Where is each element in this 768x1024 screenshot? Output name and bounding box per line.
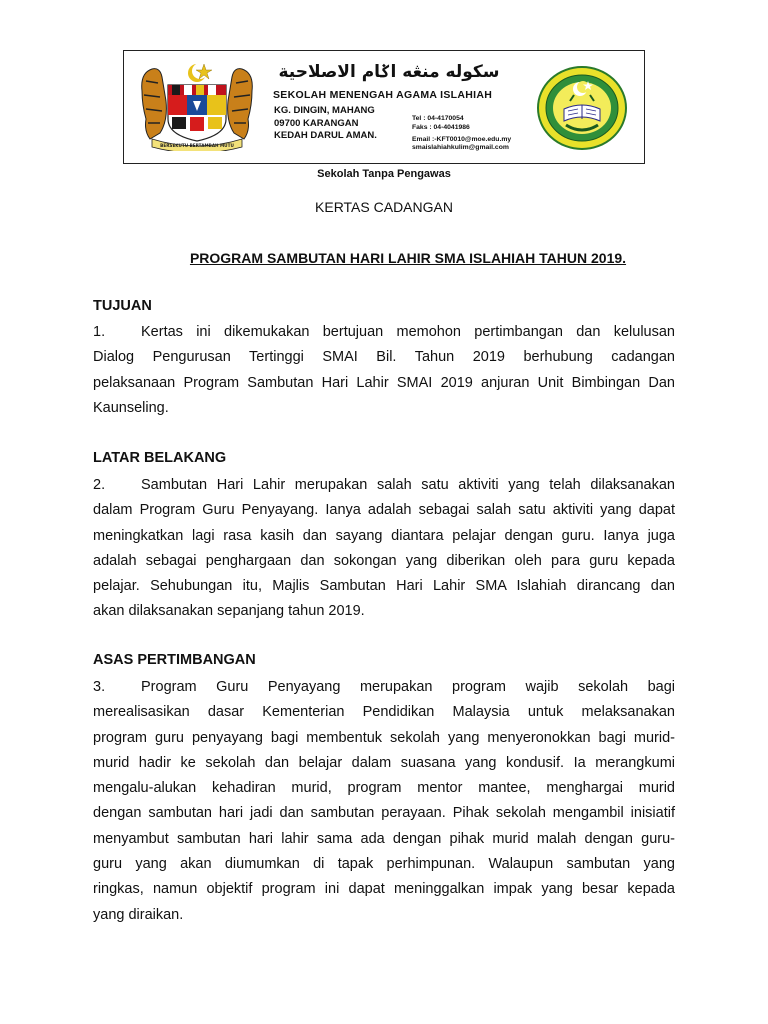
- address-line: 09700 KARANGAN: [274, 117, 359, 129]
- paragraph-line: merealisasikan dasar Kementerian Pendidikan Malaysia untuk melaksanakan: [93, 704, 675, 721]
- contact-info: [412, 114, 470, 132]
- letterhead: [123, 50, 645, 164]
- school-address: [274, 105, 377, 143]
- jawi-school-name: سكوله منڠه اݢام الاصلاحية: [278, 62, 500, 82]
- paragraph-number: 3.: [93, 679, 106, 695]
- school-motto: Sekolah Tanpa Pengawas: [317, 168, 451, 180]
- school-logo-icon: [536, 65, 628, 151]
- paragraph-line: 3. Program Guru Penyayang merupakan program wajib sekolah bagi: [93, 675, 675, 700]
- paragraph-line: menyambut sambutan hari lahir sama ada dengan pihak murid malah dengan guru-: [93, 830, 675, 847]
- paragraph-line: 2. Sambutan Hari Lahir merupakan salah satu aktiviti yang telah dilaksanakan: [93, 473, 675, 498]
- email-info: [412, 136, 511, 152]
- paragraph-line: dalam Program Guru Penyayang. Ianya adalah sebagai salah satu aktiviti yang dapat: [93, 502, 675, 519]
- paragraph-line: mengalu-alukan kehadiran murid, program mentor mantee, menghargai murid: [93, 780, 675, 797]
- paragraph-line: adalah sebagai penghargaan dan sokongan yang diberikan oleh para guru kepada: [93, 552, 675, 569]
- paragraph-line: pelaksanaan Program Sambutan Hari Lahir SMAI 2019 anjuran Unit Bimbingan Dan: [93, 374, 675, 391]
- paragraph-line: 1. Kertas ini dikemukakan bertujuan memohon pertimbangan dan kelulusan: [93, 320, 675, 345]
- school-name: SEKOLAH MENENGAH AGAMA ISLAHIAH: [273, 89, 493, 101]
- fax-number: Faks : 04-4041986: [412, 124, 470, 131]
- section-paragraph-asas-pertimbangan: [93, 675, 675, 928]
- paragraph-line: program guru penyayang bagi membentuk sekolah yang menyeronokkan bagi murid-: [93, 729, 675, 746]
- section-paragraph-tujuan: [93, 320, 675, 421]
- email-primary: Email :-KFT0010@moe.edu.my: [412, 136, 512, 143]
- paragraph-line: ringkas, namun objektif program ini dapat meninggalkan impak yang besar kepada: [93, 881, 675, 898]
- coat-of-arms-icon: [138, 61, 256, 151]
- section-heading-latar-belakang: LATAR BELAKANG: [93, 450, 227, 466]
- paragraph-line: guru yang akan diumumkan di tapak perhimpunan. Walaupun sambutan yang: [93, 856, 675, 873]
- paragraph-line: yang diraikan.: [93, 906, 184, 923]
- paragraph-line: meningkatkan lagi rasa kasih dan sayang diantara pelajar dengan guru. Ianya juga: [93, 527, 675, 544]
- document-title: KERTAS CADANGAN: [315, 199, 453, 215]
- phone-number: Tel : 04-4170054: [412, 115, 464, 122]
- paragraph-number: 1.: [93, 324, 106, 340]
- paragraph-line: Kaunseling.: [93, 399, 169, 416]
- paragraph-line: akan dilaksanakan sepanjang tahun 2019.: [93, 603, 365, 620]
- address-line: KG. DINGIN, MAHANG: [274, 105, 375, 116]
- section-heading-tujuan: TUJUAN: [93, 298, 152, 314]
- section-heading-asas-pertimbangan: ASAS PERTIMBANGAN: [93, 652, 256, 668]
- program-title: PROGRAM SAMBUTAN HARI LAHIR SMA ISLAHIAH TAHUN 2019.: [189, 250, 627, 266]
- email-secondary: smaislahiahkulim@gmail.com: [412, 144, 509, 151]
- crest-motto-text: BERSEKUTU BERTAMBAH MUTU: [160, 143, 234, 148]
- section-paragraph-latar-belakang: [93, 473, 675, 625]
- paragraph-number: 2.: [93, 477, 106, 493]
- paragraph-line: Dialog Pengurusan Tertinggi SMAI Bil. Tahun 2019 berhubung cadangan: [93, 349, 675, 366]
- paragraph-line: murid hadir ke sekolah dan belajar dalam suasana yang kondusif. Ia merangkumi: [93, 754, 675, 771]
- address-line: KEDAH DARUL AMAN.: [274, 130, 377, 141]
- paragraph-line: dengan sambutan hari jadi dan sambutan perayaan. Pihak sekolah mengambil inisiatif: [93, 805, 675, 822]
- paragraph-line: pelajar. Sehubungan itu, Majlis Sambutan Hari Lahir SMA Islahiah dirancang dan: [93, 578, 675, 595]
